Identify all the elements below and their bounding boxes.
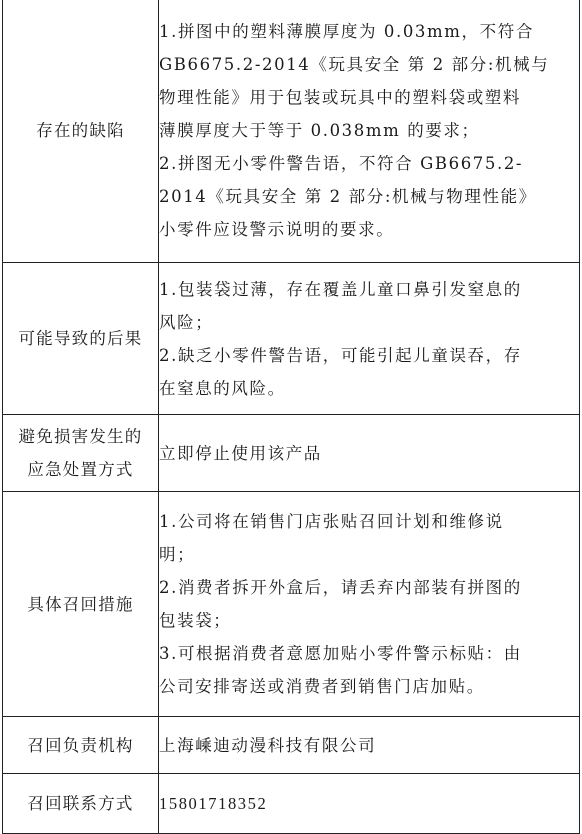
label-contact: 召回联系方式 bbox=[3, 774, 159, 834]
text-line: 明； bbox=[159, 545, 196, 564]
text-line: 物理性能》用于包装或玩具中的塑料袋或塑料 bbox=[159, 88, 521, 107]
row-consequence bbox=[3, 263, 580, 415]
text-line: 包装袋； bbox=[159, 611, 232, 630]
row-organization bbox=[3, 717, 580, 774]
content-measures bbox=[159, 492, 580, 717]
text-line: 薄膜厚度大于等于 0.038mm 的要求； bbox=[159, 121, 480, 140]
label-consequence: 可能导致的后果 bbox=[3, 263, 159, 415]
label-line: 应急处置方式 bbox=[27, 460, 134, 479]
text-line: 立即停止使用该产品 bbox=[159, 443, 322, 463]
text-line: 2.拼图无小零件警告语，不符合 GB6675.2- bbox=[159, 154, 524, 173]
text-line: 公司安排寄送或消费者到销售门店加贴。 bbox=[159, 677, 485, 696]
label-defect: 存在的缺陷 bbox=[3, 0, 159, 263]
text-line: 2014《玩具安全 第 2 部分:机械与物理性能》 bbox=[159, 187, 537, 206]
text-line: 风险； bbox=[159, 312, 214, 332]
content-consequence bbox=[159, 263, 580, 415]
text-line: 3.可根据消费者意愿加贴小零件警示标贴：由 bbox=[159, 644, 522, 663]
text-line: 上海嵊迪动漫科技有限公司 bbox=[159, 735, 377, 755]
phone-number: 15801718352 bbox=[159, 794, 268, 813]
recall-info-table bbox=[2, 0, 580, 834]
label-line: 避免损害发生的 bbox=[18, 427, 143, 446]
text-line: 1.拼图中的塑料薄膜厚度为 0.03mm，不符合 bbox=[159, 22, 534, 41]
row-measures bbox=[3, 492, 580, 717]
content-organization bbox=[159, 717, 580, 774]
text-line: 小零件应设警示说明的要求。 bbox=[159, 220, 395, 239]
text-line: GB6675.2-2014《玩具安全 第 2 部分:机械与 bbox=[159, 55, 550, 74]
label-measures: 具体召回措施 bbox=[3, 492, 159, 717]
text-line: 在窒息的风险。 bbox=[159, 378, 286, 398]
row-defect bbox=[3, 0, 580, 263]
content-emergency bbox=[159, 415, 580, 492]
text-line: 2.消费者拆开外盒后，请丢弃内部装有拼图的 bbox=[159, 578, 522, 597]
text-line: 1.公司将在销售门店张贴召回计划和维修说 bbox=[159, 512, 504, 531]
row-emergency bbox=[3, 415, 580, 492]
content-defect bbox=[159, 0, 580, 263]
text-line: 1.包装袋过薄，存在覆盖儿童口鼻引发窒息的 bbox=[159, 279, 522, 299]
label-emergency bbox=[3, 415, 159, 492]
text-line: 2.缺乏小零件警告语，可能引起儿童误吞，存 bbox=[159, 345, 522, 365]
label-organization: 召回负责机构 bbox=[3, 717, 159, 774]
